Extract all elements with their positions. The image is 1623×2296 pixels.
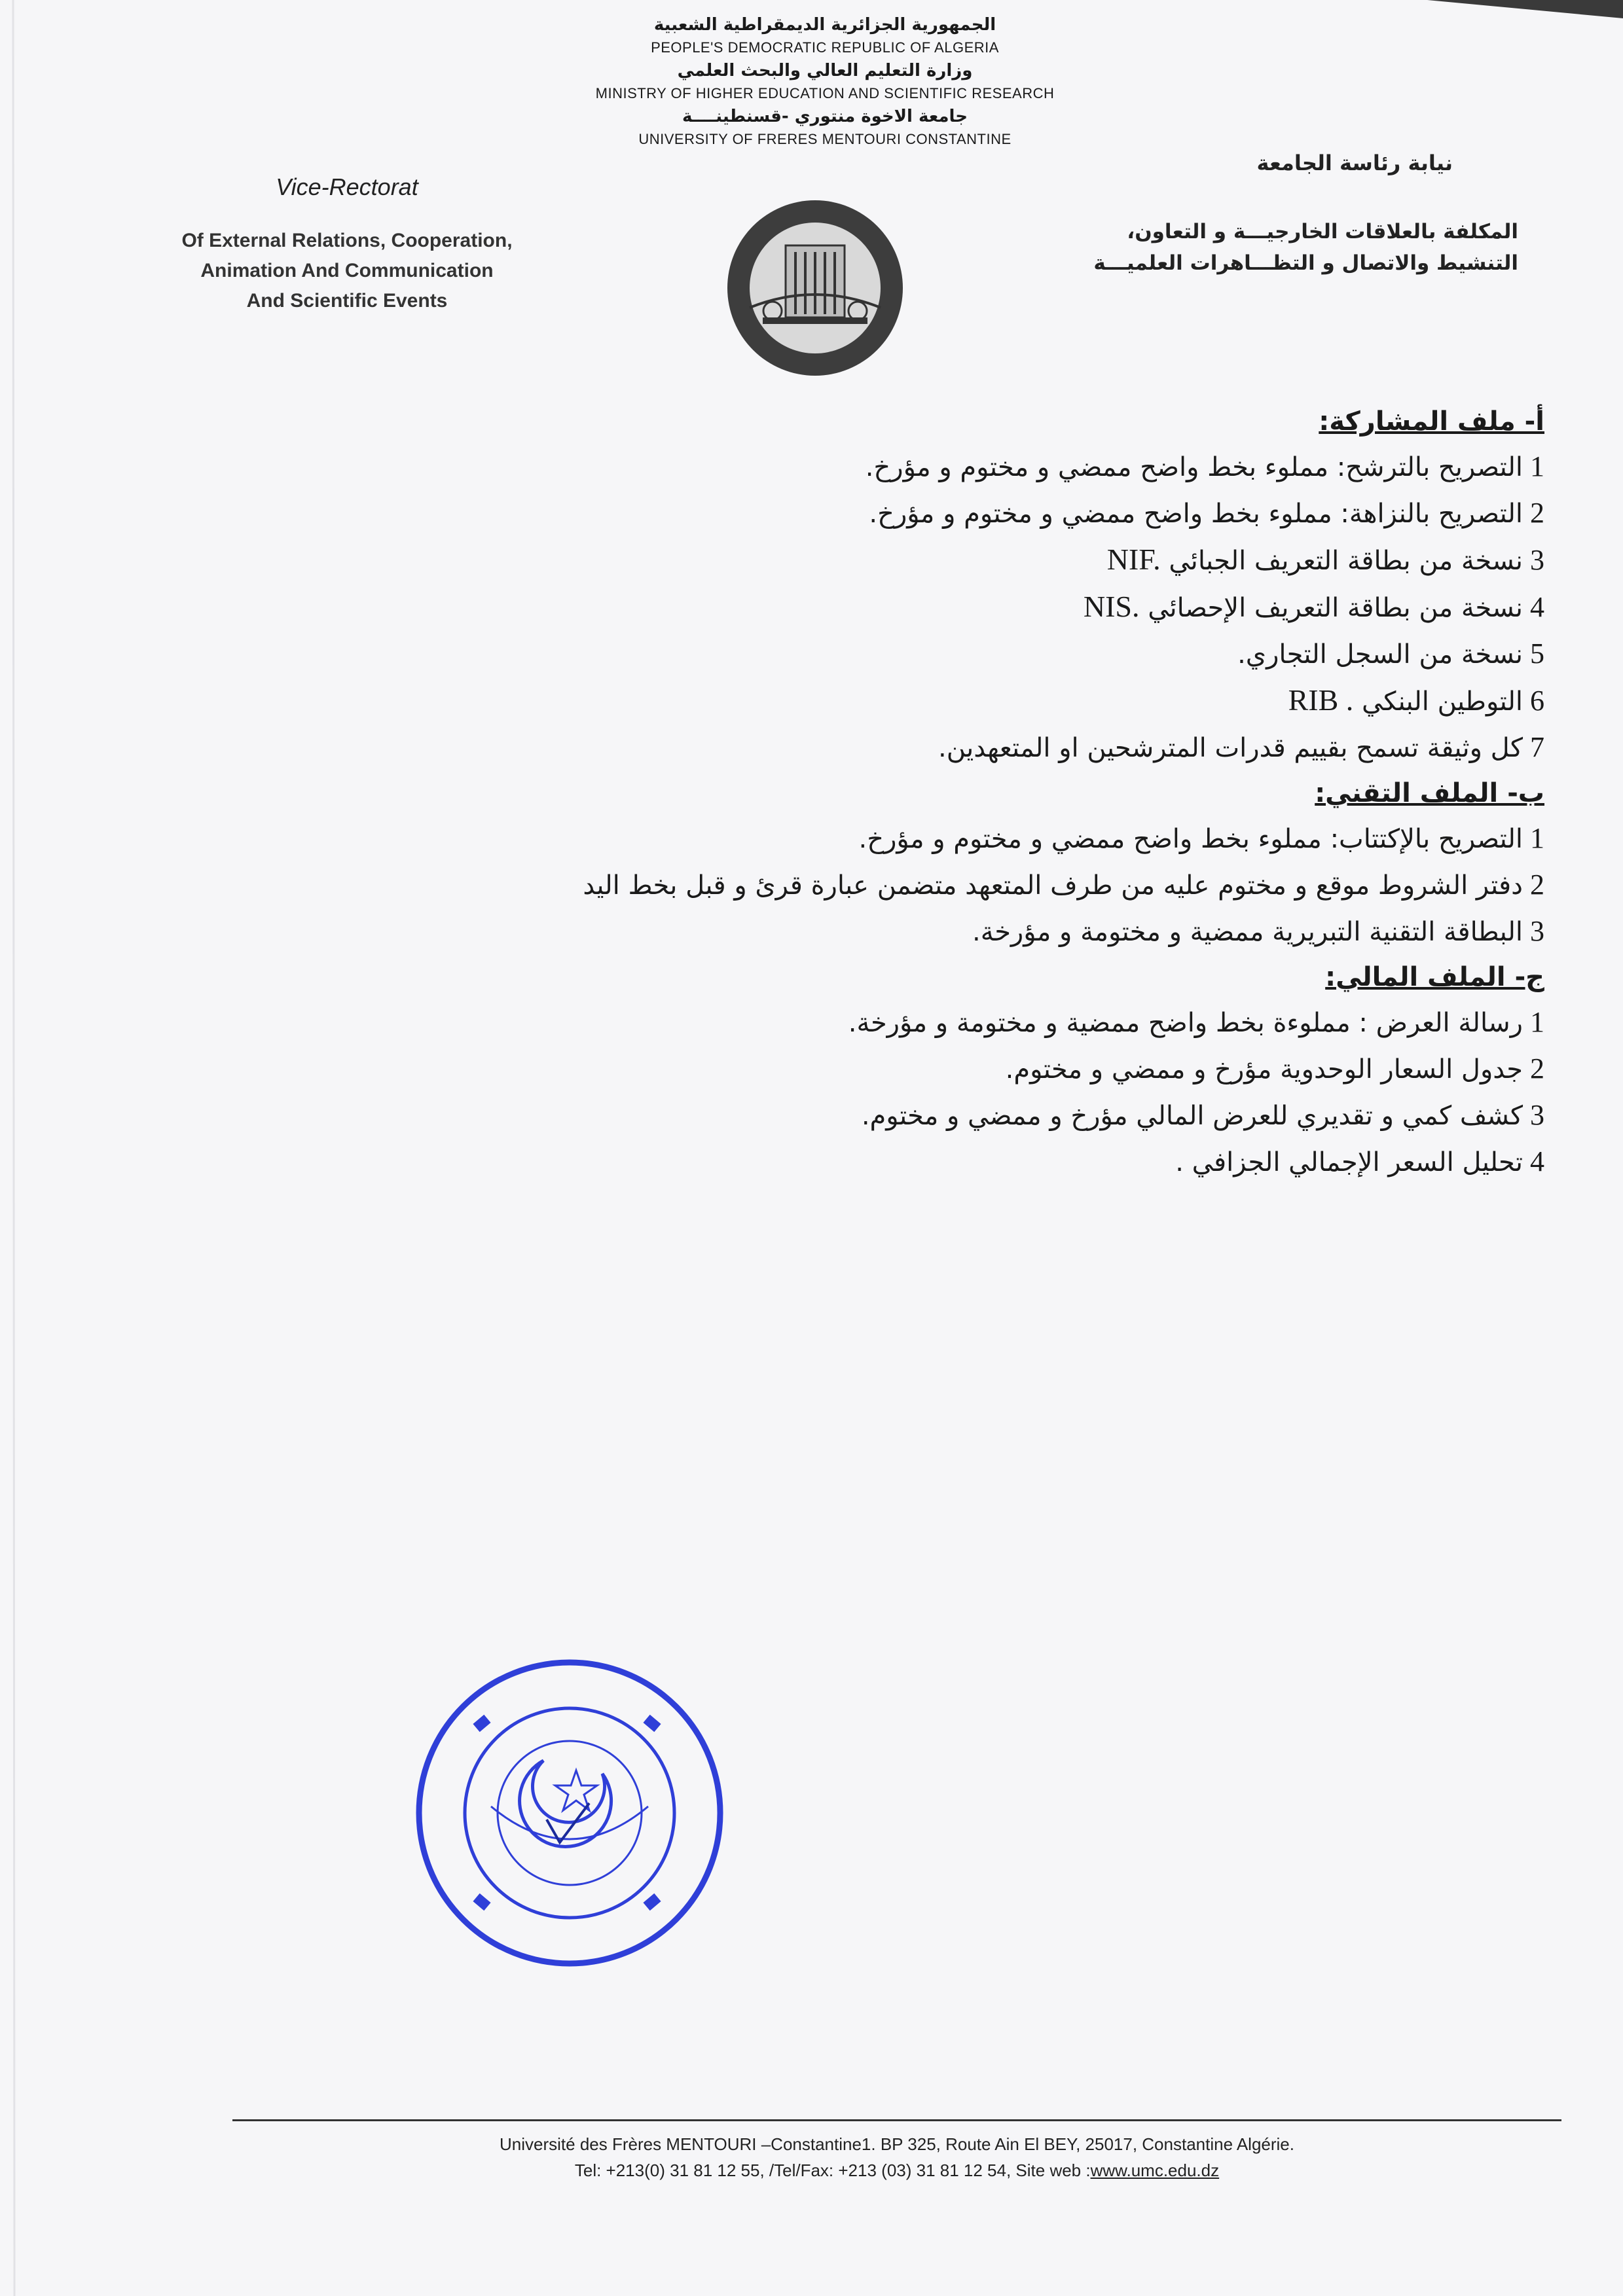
item-text: تحليل السعر الإجمالي الجزافي . [1175, 1147, 1523, 1177]
section-title: ب- الملف التقني: [1315, 778, 1544, 808]
item-number: 1 [1523, 822, 1544, 854]
item-number: 2 [1523, 869, 1544, 901]
item-text: التصريح بالترشح: مملوء بخط واضح ممضي و مختوم و مؤرخ. [865, 452, 1523, 482]
vice-rectorat-title-ar: نيابة رئاسة الجامعة [1256, 151, 1453, 175]
vice-rectorat-line: Animation And Communication [200, 260, 494, 281]
item-text: التصريح بالنزاهة: مملوء بخط واضح ممضي و مختوم و مؤرخ. [869, 499, 1523, 529]
item-text: جدول السعار الوحدوية مؤرخ و ممضي و مختوم. [1005, 1054, 1523, 1085]
item-text: دفتر الشروط موقع و مختوم عليه من طرف المتعهد متضمن عبارة قرئ و قبل بخط اليد [583, 870, 1523, 901]
footer-phone: Tel: +213(0) 31 81 12 55, /Tel/Fax: +213 (03) 31 81 12 54, Site web : [574, 2161, 1091, 2180]
item-number: 1 [1523, 450, 1544, 482]
item-number: 4 [1523, 1145, 1544, 1177]
item-code: NIS. [1083, 590, 1140, 623]
list-item [301, 1139, 1544, 1185]
header-republic-ar: الجمهورية الجزائرية الديمقراطية الشعبية [653, 15, 996, 35]
item-number: 6 [1523, 685, 1544, 717]
header-ministry-ar: وزارة التعليم العالي والبحث العلمي [677, 61, 973, 81]
list-item [301, 725, 1544, 771]
section-title: أ- ملف المشاركة: [1319, 406, 1544, 437]
item-number: 1 [1523, 1006, 1544, 1038]
list-item [301, 537, 1544, 584]
vice-rectorat-line: Of External Relations, Cooperation, [181, 230, 513, 251]
letterhead-header [419, 12, 1231, 149]
footer [232, 2131, 1561, 2183]
item-code: RIB . [1288, 683, 1354, 717]
list-item [301, 584, 1544, 631]
list-item [301, 999, 1544, 1046]
list-item [301, 908, 1544, 955]
item-number: 2 [1523, 497, 1544, 529]
vice-rectorat-description-ar [929, 216, 1518, 279]
vice-rectorat-line-ar: التنشيط والاتصال و التظـــاهرات العلميـــة [1093, 251, 1518, 275]
item-text: البطاقة التقنية التبريرية ممضية و مختومة و مؤرخة. [972, 917, 1523, 947]
item-number: 3 [1523, 915, 1544, 947]
list-item [301, 1046, 1544, 1092]
item-text: التوطين البنكي [1362, 687, 1523, 717]
header-university-en: UNIVERSITY OF FRERES MENTOURI CONSTANTINE [638, 131, 1012, 147]
vice-rectorat-description [151, 226, 543, 316]
item-number: 4 [1523, 591, 1544, 623]
footer-address: Université des Frères MENTOURI –Constantine1. BP 325, Route Ain El BEY, 25017, Constantine Algérie. [500, 2134, 1294, 2154]
header-university-ar: جامعة الاخوة منتوري -قسنطينــــة [682, 107, 968, 126]
item-text: نسخة من بطاقة التعريف الإحصائي [1148, 593, 1523, 623]
item-text: كل وثيقة تسمح بقييم قدرات المترشحين او المتعهدين. [938, 733, 1523, 763]
item-text: التصريح بالإكتتاب: مملوء بخط واضح ممضي و مختوم و مؤرخ. [858, 824, 1523, 854]
item-text: نسخة من السجل التجاري. [1237, 639, 1523, 670]
item-text: رسالة العرض : مملوءة بخط واضح ممضية و مختومة و مؤرخة. [848, 1008, 1523, 1038]
header-ministry-en: MINISTRY OF HIGHER EDUCATION AND SCIENTIFIC RESEARCH [595, 85, 1055, 101]
official-ink-stamp-icon [412, 1656, 727, 1970]
item-code: NIF. [1106, 543, 1161, 576]
footer-website-link[interactable]: www.umc.edu.dz [1090, 2161, 1220, 2180]
list-item [301, 490, 1544, 537]
item-text: كشف كمي و تقديري للعرض المالي مؤرخ و ممضي و مختوم. [861, 1101, 1523, 1131]
footer-divider [232, 2119, 1561, 2121]
list-item [301, 444, 1544, 490]
header-republic-en: PEOPLE'S DEMOCRATIC REPUBLIC OF ALGERIA [651, 39, 999, 56]
vice-rectorat-line: And Scientific Events [246, 290, 448, 312]
item-number: 3 [1523, 1099, 1544, 1131]
list-item [301, 862, 1544, 908]
list-item [301, 1092, 1544, 1139]
footer-contact [232, 2157, 1561, 2183]
university-seal-logo-icon [723, 196, 907, 380]
item-number: 5 [1523, 637, 1544, 670]
item-number: 2 [1523, 1052, 1544, 1085]
item-number: 3 [1523, 544, 1544, 576]
item-number: 7 [1523, 731, 1544, 763]
list-item [301, 631, 1544, 677]
section-title: ج- الملف المالي: [1325, 962, 1544, 992]
list-item [301, 816, 1544, 862]
vice-rectorat-title: Vice-Rectorat [276, 173, 418, 200]
item-text: نسخة من بطاقة التعريف الجبائي [1169, 546, 1523, 576]
vice-rectorat-line-ar: المكلفة بالعلاقات الخارجيـــة و التعاون، [1127, 220, 1518, 243]
document-body [301, 399, 1544, 1185]
list-item [301, 677, 1544, 725]
